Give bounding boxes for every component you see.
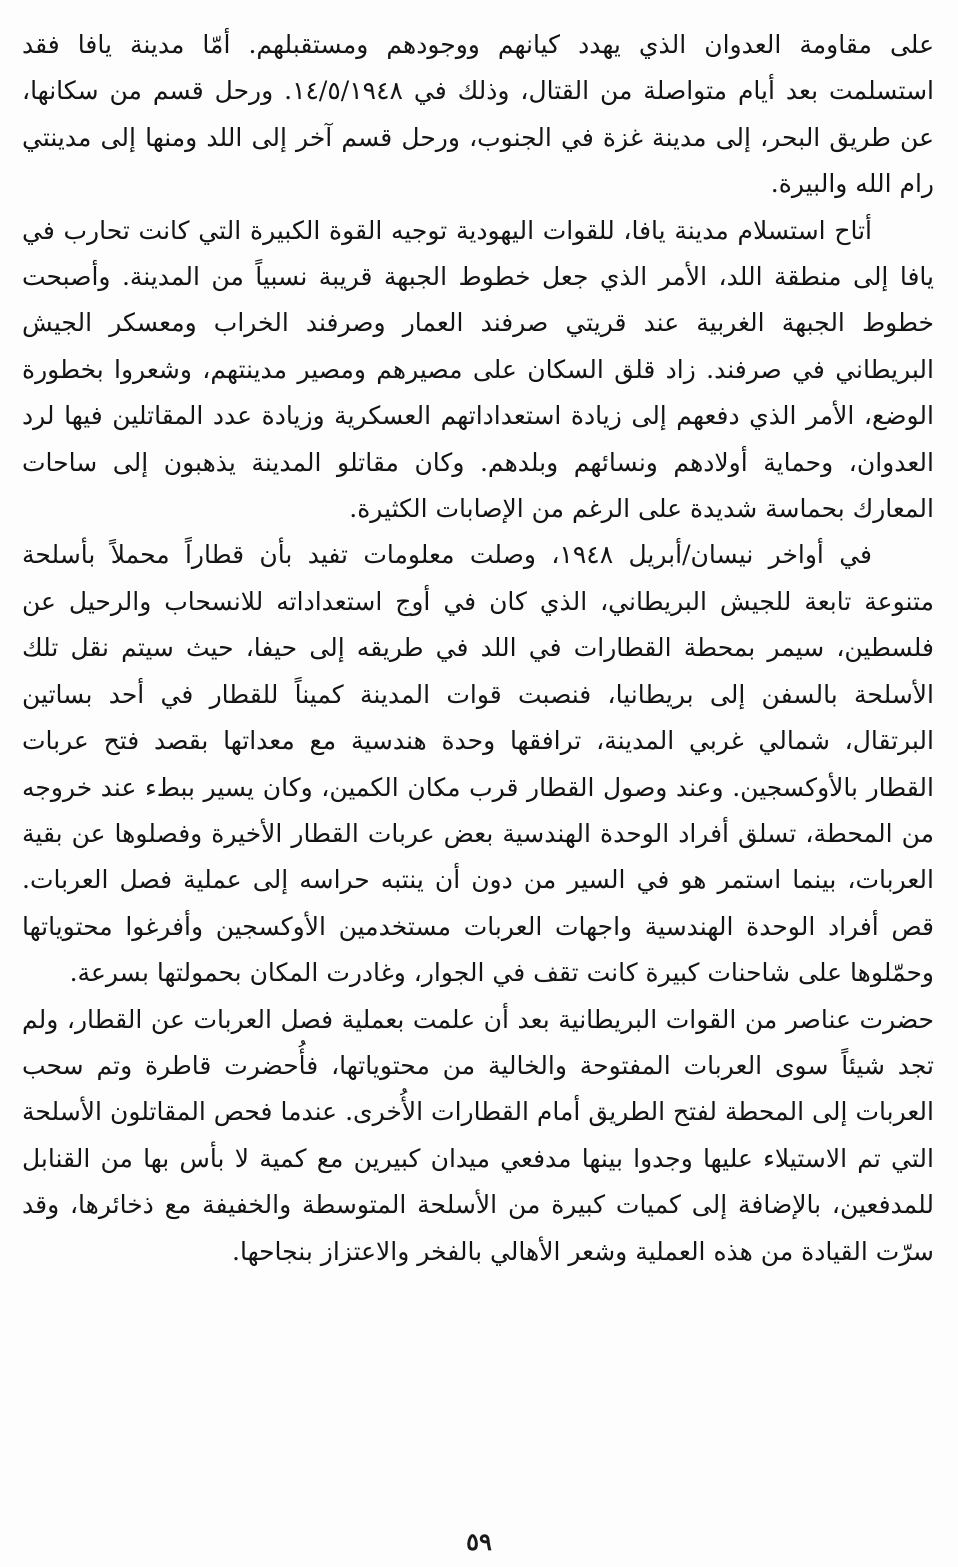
body-text: [22, 22, 934, 1275]
paragraph-2: أتاح استسلام مدينة يافا، للقوات اليهودية توجيه القوة الكبيرة التي كانت تحارب في يافا إلى منطقة اللد، الأمر الذي جعل خطوط الجبهة قريبة نسبياً من المدينة. وأصبحت خطوط الجبهة الغربية عند قريتي صرفند العمار وصرفند الخراب ومعسكر الجيش البريطاني في صرفند. زاد قلق السكان على مصيرهم ومصير مدينتهم، وشعروا بخطورة الوضع، الأمر الذي دفعهم إلى زيادة استعداداتهم العسكرية وزيادة عدد المقاتلين فيها لرد العدوان، وحماية أولادهم ونسائهم وبلدهم. وكان مقاتلو المدينة يذهبون إلى ساحات المعارك بحماسة شديدة على الرغم من الإصابات الكثيرة.: [22, 215, 934, 524]
paragraph-1: على مقاومة العدوان الذي يهدد كيانهم ووجودهم ومستقبلهم. أمّا مدينة يافا فقد استسلمت بعد أيام متواصلة من القتال، وذلك في ١٤/٥/١٩٤٨. ورحل قسم من سكانها، عن طريق البحر، إلى مدينة غزة في الجنوب، ورحل قسم آخر إلى اللد ومنها إلى مدينتي رام الله والبيرة.: [22, 30, 934, 199]
paragraph-4: حضرت عناصر من القوات البريطانية بعد أن علمت بعملية فصل العربات عن القطار، ولم تجد شيئاً سوى العربات المفتوحة والخالية من محتوياتها، فأُحضرت قاطرة وتم سحب العربات إلى المحطة لفتح الطريق أمام القطارات الأُخرى. عندما فحص المقاتلون الأسلحة التي تم الاستيلاء عليها وجدوا بينها مدفعي ميدان كبيرين مع كمية لا بأس بها من القنابل للمدفعين، بالإضافة إلى كميات كبيرة من الأسلحة المتوسطة والخفيفة مع ذخائرها، وقد سرّت القيادة من هذه العملية وشعر الأهالي بالفخر والاعتزاز بنجاحها.: [22, 1004, 934, 1266]
paragraph-3: في أواخر نيسان/أبريل ١٩٤٨، وصلت معلومات تفيد بأن قطاراً محملاً بأسلحة متنوعة تابعة للجيش البريطاني، الذي كان في أوج استعداداته للانسحاب والرحيل عن فلسطين، سيمر بمحطة القطارات في اللد في طريقه إلى حيفا، حيث سيتم نقل تلك الأسلحة بالسفن إلى بريطانيا، فنصبت قوات المدينة كميناً للقطار في أحد بساتين البرتقال، شمالي غربي المدينة، ترافقها وحدة هندسية مع معداتها بقصد فتح عربات القطار بالأوكسجين. وعند وصول القطار قرب مكان الكمين، وكان يسير ببطء عند خروجه من المحطة، تسلق أفراد الوحدة الهندسية بعض عربات القطار الأخيرة وفصلوها عن بقية العربات، بينما استمر هو في السير من دون أن ينتبه حراسه إلى عملية فصل العربات. قص أفراد الوحدة الهندسية واجهات العربات مستخدمين الأوكسجين وأفرغوا محتوياتها وحمّلوها على شاحنات كبيرة كانت تقف في الجوار، وغادرت المكان بحمولتها بسرعة.: [22, 540, 934, 988]
page-number: ٥٩: [466, 1527, 492, 1556]
